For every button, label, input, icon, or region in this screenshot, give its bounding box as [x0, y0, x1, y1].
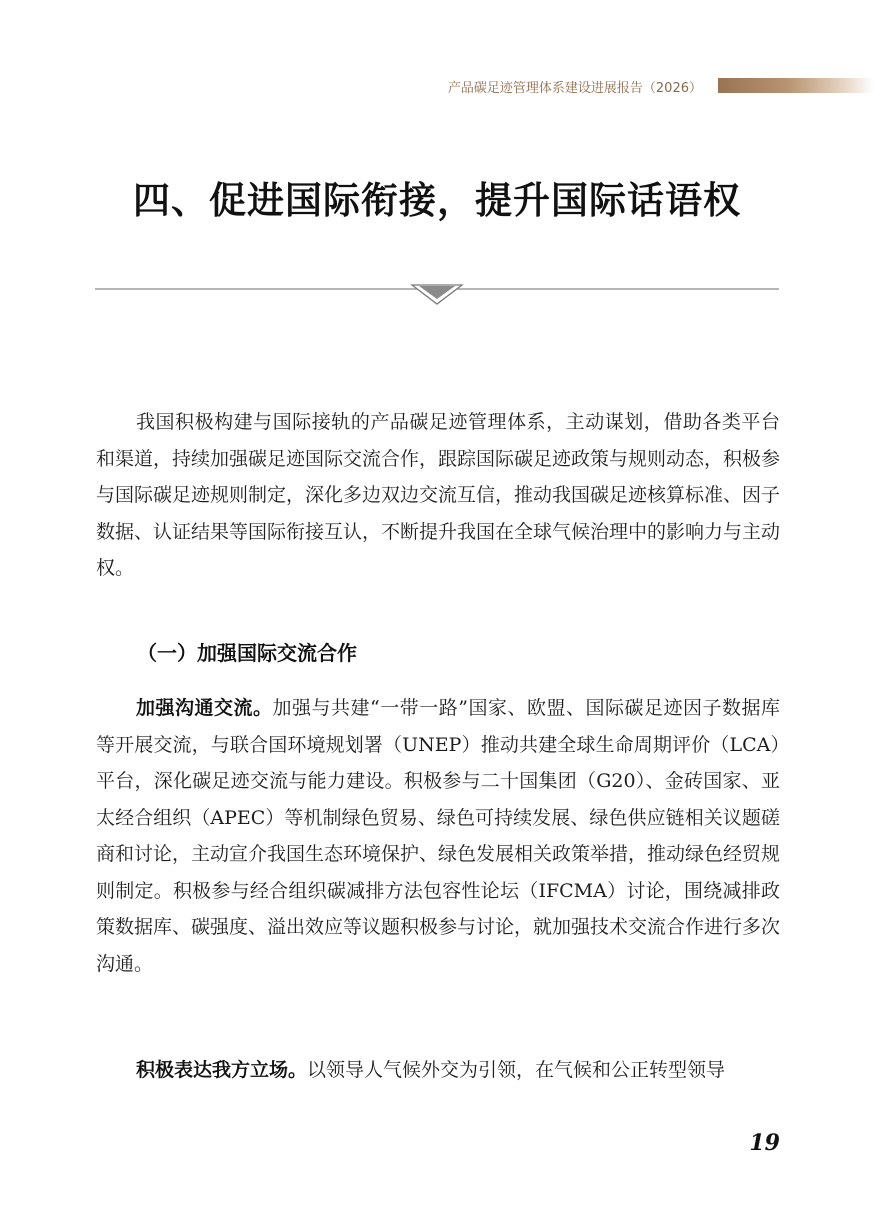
paragraph-lead: 积极表达我方立场。 [136, 1059, 308, 1081]
paragraph-communication [96, 690, 780, 982]
paragraph-lead: 加强沟通交流。 [136, 697, 273, 719]
running-header-accent-bar [718, 78, 874, 93]
running-header-text: 产品碳足迹管理体系建设进展报告（2026） [447, 81, 702, 96]
title-divider [95, 282, 779, 310]
chapter-title: 四、促进国际衔接，提升国际话语权 [133, 178, 741, 222]
section-heading: （一）加强国际交流合作 [137, 641, 357, 665]
intro-paragraph: 我国积极构建与国际接轨的产品碳足迹管理体系，主动谋划，借助各类平台和渠道，持续加强碳足迹国际交流合作，跟踪国际碳足迹政策与规则动态，积极参与国际碳足迹规则制定，深化多边双边交流互信，推动我国碳足迹核算标准、因子数据、认证结果等国际衔接互认，不断提升我国在全球气候治理中的影响力与主动权。 [96, 411, 781, 579]
page-number: 19 [749, 1130, 780, 1156]
paragraph-body: 以领导人气候外交为引领，在气候和公正转型领导 [307, 1059, 726, 1081]
running-header [0, 76, 874, 96]
paragraph-position [96, 1052, 780, 1089]
paragraph-body: 加强与共建“一带一路”国家、欧盟、国际碳足迹因子数据库等开展交流，与联合国环境规划署（UNEP）推动共建全球生命周期评价（LCA）平台，深化碳足迹交流与能力建设。积极参与二十国集团（G20）、金砖国家、亚太经合组织（APEC）等机制绿色贸易、绿色可持续发展、绿色供应链相关议题磋商和讨论，主动宣介我国生态环境保护、绿色发展相关政策举措，推动绿色经贸规则制定。积极参与经合组织碳减排方法包容性论坛（IFCMA）讨论，围绕减排政策数据库、碳强度、溢出效应等议题积极参与讨论，就加强技术交流合作进行多次沟通。 [96, 697, 781, 975]
